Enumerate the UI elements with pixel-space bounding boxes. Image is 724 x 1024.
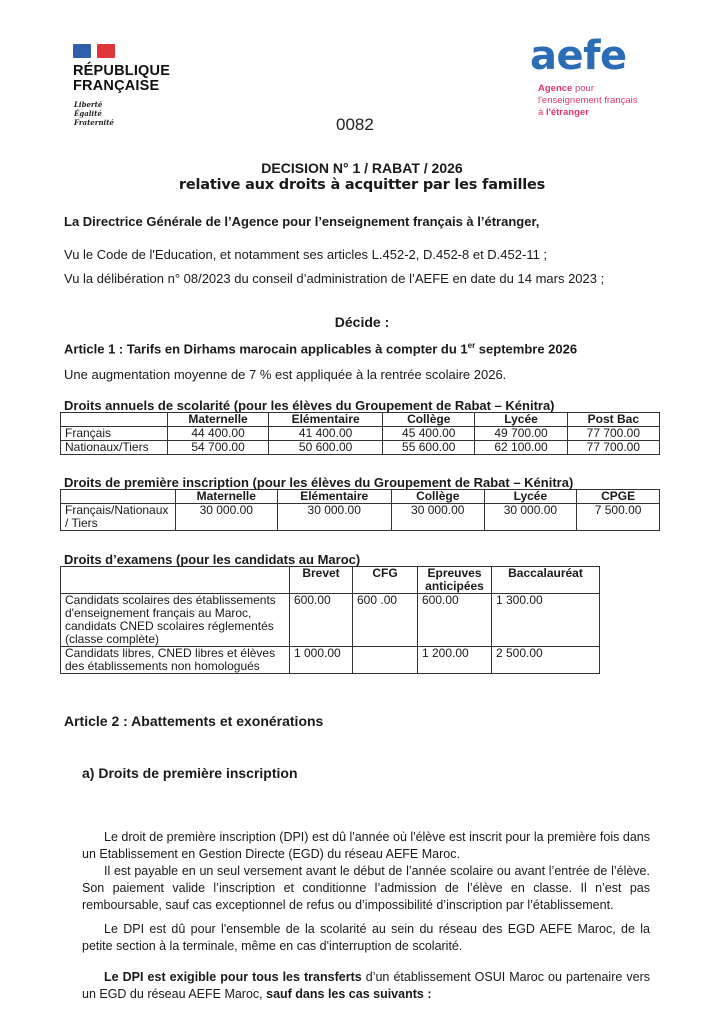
article1-heading <box>64 341 577 356</box>
paragraph-dpi-definition <box>82 829 650 863</box>
republique-francaise-title <box>73 64 170 94</box>
inscription-table <box>60 489 660 531</box>
decision-title: DECISION N° 1 / RABAT / 2026 <box>261 160 463 176</box>
table-cell: 600.00 <box>290 594 353 647</box>
table-cell: 77 700.00 <box>567 441 659 455</box>
motto-fraternite: Fraternité <box>74 118 114 127</box>
table-header-cell <box>61 567 290 594</box>
article2-heading: Article 2 : Abattements et exonérations <box>64 713 324 729</box>
table-cell: 54 700.00 <box>168 441 269 455</box>
aefe-logo: aefe <box>530 33 627 79</box>
table-cell: 55 600.00 <box>383 441 475 455</box>
row-label: Français <box>61 427 168 441</box>
decide-heading: Décide : <box>334 314 390 330</box>
table-cell: 77 700.00 <box>567 427 659 441</box>
paragraph-text: Le DPI est dû pour l'ensemble de la scolarité au sein du réseau des EGD AEFE Maroc, de la petite section à la terminale, même en cas d'interruption de scolarité. <box>82 922 650 953</box>
motto-liberte: Liberté <box>74 100 103 109</box>
rf-title-line2: FRANÇAISE <box>73 78 160 94</box>
table-cell: 1 200.00 <box>418 647 492 674</box>
paragraph-text: Il est payable en un seul versement avant le début de l’année scolaire ou avant l’entrée de l’élève. Son paiement valide l’inscription et conditionne l’admission de l’élève en classe. Il n’est pas remboursable, sauf cas exceptionnel de refus ou d’impossibilité d’inscription par l’établissement. <box>82 864 650 912</box>
table-cell: 30 000.00 <box>391 504 484 531</box>
paragraph-bold-text: sauf dans les cas suivants : <box>266 987 432 1001</box>
rf-title-line1: RÉPUBLIQUE <box>73 63 171 79</box>
table-header-cell <box>61 413 168 427</box>
table-cell: 45 400.00 <box>383 427 475 441</box>
table-header-cell: Elémentaire <box>277 490 391 504</box>
paragraph-dpi-transfers <box>82 969 650 1003</box>
table-cell: 2 500.00 <box>492 647 600 674</box>
republique-motto <box>74 100 114 127</box>
table-cell: 600.00 <box>418 594 492 647</box>
table-header-row <box>61 567 600 594</box>
decision-subtitle: relative aux droits à acquitter par les familles <box>178 177 546 193</box>
aefe-sub-line2: l'enseignement français <box>538 95 638 106</box>
table-cell: 1 300.00 <box>492 594 600 647</box>
paragraph-dpi-scope <box>82 921 650 955</box>
section-a-heading: a) Droits de première inscription <box>82 765 298 781</box>
examens-table <box>60 566 600 674</box>
table-row <box>61 594 600 647</box>
table-cell: 41 400.00 <box>269 427 383 441</box>
table-header-cell: CFG <box>353 567 418 594</box>
paragraph-dpi-payment <box>82 863 650 914</box>
article1-heading-text: Article 1 : Tarifs en Dirhams marocain applicables à compter du 1 <box>64 341 468 357</box>
table-header-cell: Elémentaire <box>269 413 383 427</box>
paragraph-text: Le droit de première inscription (DPI) est dû l'année où l'élève est inscrit pour la première fois dans un Etablissement en Gestion Directe (EGD) du réseau AEFE Maroc. <box>82 830 650 861</box>
table-cell: 50 600.00 <box>269 441 383 455</box>
table-header-cell: Lycée <box>475 413 567 427</box>
republique-francaise-flag-logo <box>73 44 115 58</box>
aefe-sub-etranger: l'étranger <box>545 107 589 118</box>
aefe-subtitle <box>538 83 638 119</box>
table-cell: 30 000.00 <box>277 504 391 531</box>
table-header-cell: Collège <box>383 413 475 427</box>
table-cell: 600 .00 <box>353 594 418 647</box>
table-cell: 62 100.00 <box>475 441 567 455</box>
row-label: Candidats scolaires des établissements d'enseignement français au Maroc, candidats CNED scolaires réglementés (classe complète) <box>61 594 290 647</box>
table-cell: 49 700.00 <box>475 427 567 441</box>
flag-blue-part <box>73 44 91 58</box>
document-number: 0082 <box>336 115 374 134</box>
paragraph-text: d’un établissement OSUI Maroc ou partenaire vers un EGD du réseau AEFE Maroc, <box>82 970 650 1001</box>
table-cell: 7 500.00 <box>577 504 660 531</box>
table-header-row <box>61 490 660 504</box>
aefe-sub-agence: Agence <box>538 83 573 94</box>
table-cell: 1 000.00 <box>290 647 353 674</box>
table-row <box>61 441 660 455</box>
aefe-sub-a: à <box>538 107 546 118</box>
table-header-cell: Maternelle <box>168 413 269 427</box>
article1-heading-date: septembre 2026 <box>475 341 578 357</box>
motto-egalite: Égalité <box>74 109 102 118</box>
table-header-cell <box>61 490 176 504</box>
table-header-cell: Maternelle <box>176 490 278 504</box>
table-cell: 44 400.00 <box>168 427 269 441</box>
table-header-cell: Baccalauréat <box>492 567 600 594</box>
table-header-cell: Post Bac <box>567 413 659 427</box>
table-header-row <box>61 413 660 427</box>
row-label <box>61 504 176 531</box>
table-row <box>61 504 660 531</box>
table-header-cell: Epreuves anticipées <box>418 567 492 594</box>
row-label-line1: Français/Nationaux <box>65 503 169 517</box>
table-cell <box>353 647 418 674</box>
table-header-cell: Collège <box>391 490 484 504</box>
preamble-vu-code: Vu le Code de l'Education, et notamment ses articles L.452-2, D.452-8 et D.452-11 ; <box>64 247 548 262</box>
table-cell: 30 000.00 <box>484 504 577 531</box>
inscription-table-caption: Droits de première inscription (pour les élèves du Groupement de Rabat – Kénitra) <box>64 475 574 490</box>
table-header-cell: Lycée <box>484 490 577 504</box>
aefe-sub-pour: pour <box>572 83 594 94</box>
table-header-cell: Brevet <box>290 567 353 594</box>
scolarite-table-caption: Droits annuels de scolarité (pour les élèves du Groupement de Rabat – Kénitra) <box>64 398 555 413</box>
preamble-heading: La Directrice Générale de l’Agence pour l’enseignement français à l’étranger, <box>64 214 540 229</box>
article1-text: Une augmentation moyenne de 7 % est appliquée à la rentrée scolaire 2026. <box>64 367 507 382</box>
row-label: Candidats libres, CNED libres et élèves des établissements non homologués <box>61 647 290 674</box>
paragraph-bold-text: Le DPI est exigible pour tous les transferts <box>104 970 362 984</box>
table-header-cell: CPGE <box>577 490 660 504</box>
row-label-line2: / Tiers <box>65 516 98 530</box>
table-cell: 30 000.00 <box>176 504 278 531</box>
flag-red-part <box>97 44 115 58</box>
examens-table-caption: Droits d’examens (pour les candidats au Maroc) <box>64 552 361 567</box>
table-row <box>61 427 660 441</box>
preamble-vu-deliberation: Vu la délibération n° 08/2023 du conseil d’administration de l’AEFE en date du 14 mars 2023 ; <box>64 271 605 286</box>
table-row <box>61 647 600 674</box>
row-label: Nationaux/Tiers <box>61 441 168 455</box>
article1-heading-sup: er <box>467 341 476 350</box>
scolarite-table <box>60 412 660 455</box>
